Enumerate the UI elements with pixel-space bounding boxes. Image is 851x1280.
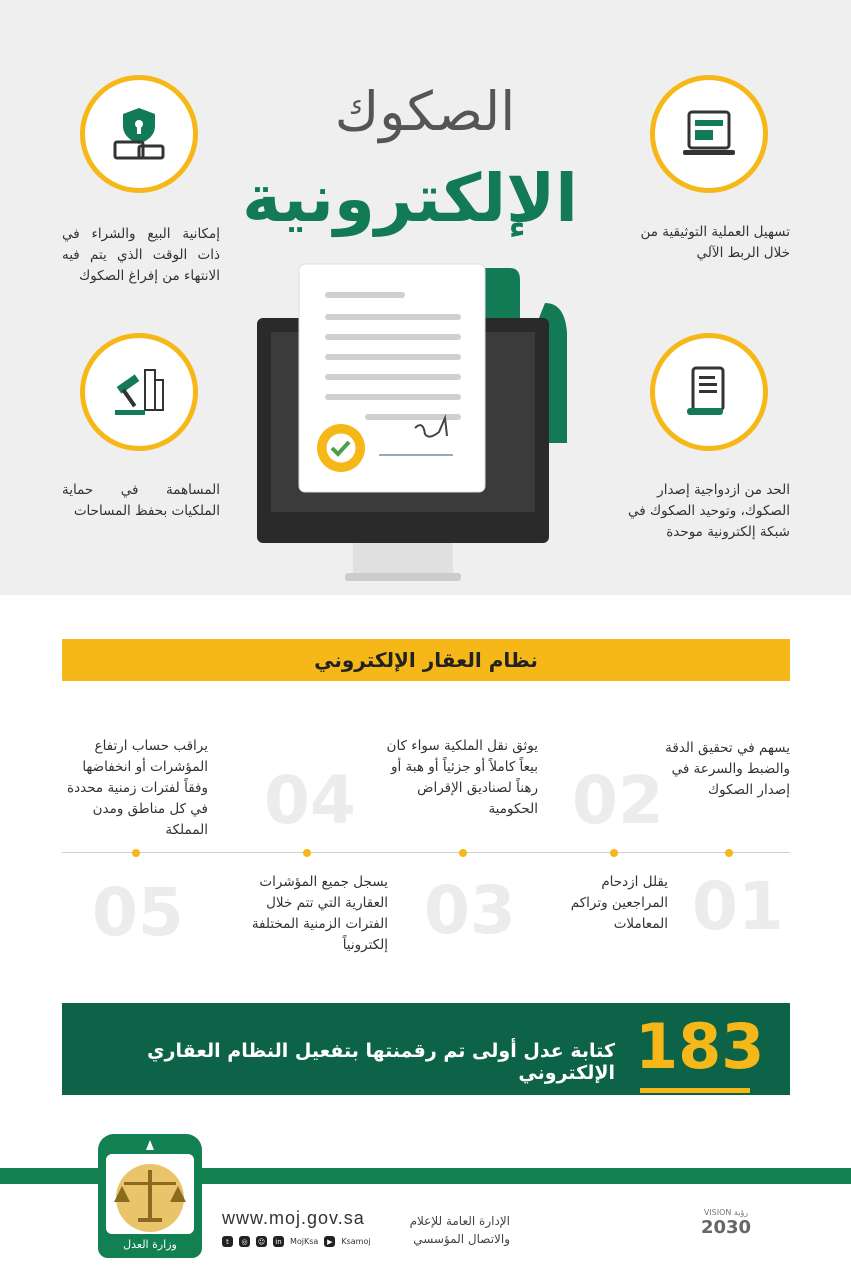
gavel-buildings-icon: [80, 333, 198, 451]
handle-ksamoj[interactable]: Ksamoj: [341, 1237, 371, 1246]
twitter-icon[interactable]: t: [222, 1236, 233, 1247]
step-text-03: يسجل جميع المؤشرات العقارية التي تتم خلال الفترات الزمنية المختلفة إلكترونياً: [251, 874, 388, 953]
vision-2030-logo: [696, 1208, 756, 1238]
website-link[interactable]: www.moj.gov.sa: [222, 1208, 365, 1228]
system-banner: [62, 639, 790, 681]
system-banner-title: نظام العقار الإلكتروني: [314, 648, 538, 672]
security-shield-icon: [80, 75, 198, 193]
step-text-05: يراقب حساب ارتفاع المؤشرات أو انخفاضها وفقاً لفترات زمنية محددة في كل مناطق ومدن المملكة: [67, 738, 208, 838]
vision-year: 2030: [700, 1217, 752, 1238]
timeline-dot: [132, 849, 140, 857]
feature-duplication-text: الحد من ازدواجية إصدار الصكوك، وتوحيد الصكوك في شبكة إلكترونية موحدة: [628, 482, 790, 540]
snapchat-icon[interactable]: ☺: [257, 1237, 266, 1246]
step-number-04: 04: [264, 762, 356, 839]
feature-protection-text: المساهمة في حماية الملكيات بحفظ المساحات: [62, 482, 220, 519]
feature-buy-sell-text: إمكانية البيع والشراء في ذات الوقت الذي يتم فيه الانتهاء من إفراغ الصكوك: [62, 226, 220, 284]
step-text-01: يقلل ازدحام المراجعين وتراكم المعاملات: [570, 874, 668, 932]
step-number-01: 01: [692, 868, 784, 945]
title-line-2: الإلكترونية: [242, 160, 578, 237]
laptop-document-icon: [650, 75, 768, 193]
timeline-dot: [459, 849, 467, 857]
stat-text: كتابة عدل أولى تم رقمنتها بتفعيل النظام العقاري الإلكتروني: [147, 1040, 615, 1084]
vision-label: VISION رؤية: [703, 1208, 749, 1217]
monitor-document-illustration: [255, 258, 600, 593]
timeline-line: [62, 852, 790, 853]
dept-line-1: الإدارة العامة للإعلام: [409, 1214, 510, 1228]
step-number-02: 02: [572, 762, 664, 839]
step-number-03: 03: [424, 872, 516, 949]
linkedin-icon[interactable]: in: [273, 1236, 284, 1247]
media-department: [398, 1212, 510, 1248]
handle-mojksa[interactable]: MojKsa: [290, 1237, 319, 1246]
instagram-icon[interactable]: ◎: [239, 1236, 250, 1247]
stat-underline: [640, 1088, 750, 1093]
timeline-dot: [610, 849, 618, 857]
youtube-icon[interactable]: ▶: [324, 1236, 335, 1247]
ministry-logo: [98, 1134, 202, 1258]
social-links: [222, 1236, 371, 1247]
title-line-1: الصكوك: [334, 80, 516, 143]
step-number-05: 05: [92, 874, 184, 951]
step-text-04: يوثق نقل الملكية سواء كان بيعاً كاملاً أو جزئياً أو هبة أو رهناً لصناديق الإقراض الحكومية: [386, 738, 538, 817]
feature-linking-text: تسهيل العملية التوثيقية من خلال الربط الآلي: [640, 224, 790, 261]
logo-caption: وزارة العدل: [123, 1238, 177, 1251]
stat-number: 183: [635, 1010, 765, 1083]
timeline-dot: [303, 849, 311, 857]
timeline-dot: [725, 849, 733, 857]
step-text-02: يسهم في تحقيق الدقة والضبط والسرعة في إصدار الصكوك: [665, 740, 790, 798]
scroll-document-icon: [650, 333, 768, 451]
dept-line-2: والاتصال المؤسسي: [413, 1232, 510, 1246]
